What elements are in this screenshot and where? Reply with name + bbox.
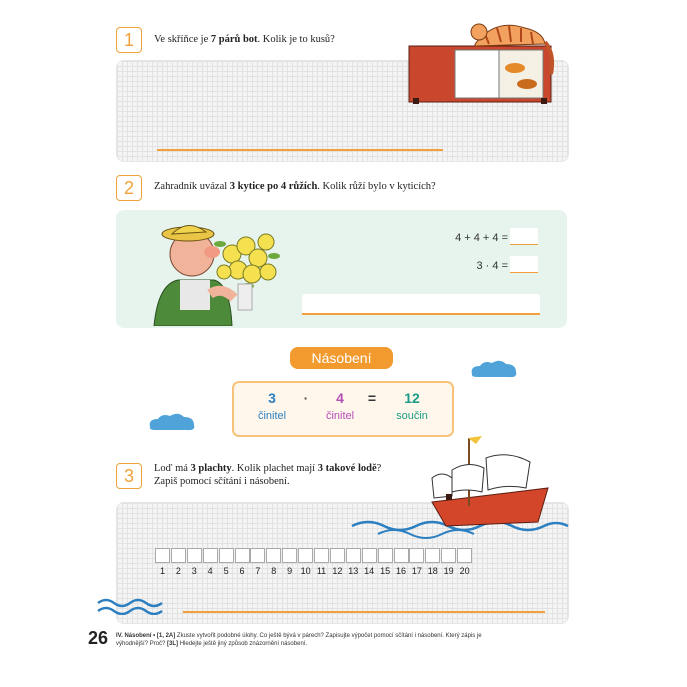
ruler-cell[interactable] [378, 548, 393, 563]
ship-illustration [348, 430, 570, 542]
ruler-number: 12 [332, 566, 343, 576]
ruler-number: 17 [411, 566, 422, 576]
ruler-number: 20 [459, 566, 470, 576]
task-3-text-b: . Kolik plachet mají [231, 463, 318, 474]
factor-2-value: 4 [336, 390, 344, 406]
ruler-number: 10 [300, 566, 311, 576]
ruler-cell[interactable] [250, 548, 265, 563]
ruler-number: 13 [348, 566, 359, 576]
multiplication-dot: · [303, 390, 309, 406]
footnote-codes: • [1, 2A] [151, 633, 177, 639]
task-1-text [154, 33, 335, 46]
product-value: 12 [404, 390, 420, 406]
ruler-number: 16 [395, 566, 406, 576]
ruler-number: 4 [207, 566, 213, 576]
task-1-number: 1 [116, 27, 142, 53]
ruler-number: 8 [271, 566, 277, 576]
task-1-text-bold: 7 párů bot [210, 34, 258, 45]
task-3-answer-line[interactable] [183, 611, 545, 613]
ruler-cell[interactable] [235, 548, 250, 563]
ruler-cell[interactable] [457, 548, 472, 563]
task-3-text-bold-1: 3 plachty [190, 463, 232, 474]
ruler-cell[interactable] [203, 548, 218, 563]
footnote-line-1: Zkuste vytvořit podobné úlohy. Co ještě bývá v párech? Zapisujte výpočet pomocí sčítání i násobení. Který zápis je [176, 633, 482, 639]
page-number: 26 [88, 628, 109, 648]
factor-2-label: činitel [325, 410, 355, 422]
ruler-cell[interactable] [219, 548, 234, 563]
factor-1-value: 3 [268, 390, 276, 406]
wave-icon [96, 597, 168, 615]
task-3-text-line-2: Zapiš pomocí sčítání i násobení. [154, 476, 290, 487]
ruler-cell[interactable] [394, 548, 409, 563]
ruler-cell[interactable] [409, 548, 424, 563]
footnote [116, 632, 566, 648]
ruler-number: 2 [175, 566, 181, 576]
task-1-text-b: . Kolik je to kusů? [257, 34, 335, 45]
task-3-text-c: ? [376, 463, 382, 474]
task-2-text-bold: 3 kytice po 4 růžích [229, 181, 318, 192]
ruler-cell[interactable] [282, 548, 297, 563]
ruler-number: 9 [287, 566, 293, 576]
product-label: součin [396, 410, 428, 422]
ruler-number: 19 [443, 566, 454, 576]
footnote-line-2-code: [3L] [167, 641, 179, 647]
ruler-cell[interactable] [441, 548, 456, 563]
task-3-number: 3 [116, 463, 142, 489]
cloud-icon [146, 411, 200, 433]
task-2-text-a: Zahradník uvázal [154, 181, 230, 192]
task-3-text-bold-2: 3 takové lodě [317, 463, 377, 474]
ruler-cell[interactable] [314, 548, 329, 563]
task-2-text-b: . Kolik růží bylo v kyticích? [317, 181, 436, 192]
ruler-number: 6 [239, 566, 245, 576]
gardener-illustration [148, 214, 283, 326]
task-2-answer-box[interactable] [302, 294, 540, 314]
ruler-number: 15 [380, 566, 391, 576]
footnote-chapter: IV. Násobení [116, 633, 152, 639]
ruler-cell[interactable] [425, 548, 440, 563]
task-1-text-a: Ve skříňce je [154, 34, 211, 45]
task-2-answer-line [302, 313, 540, 315]
multiplication-title: Násobení [290, 347, 393, 369]
task-1-answer-line[interactable] [157, 149, 443, 151]
cabinet-cat-illustration [405, 14, 560, 106]
ruler-number: 1 [159, 566, 165, 576]
ruler-cell[interactable] [362, 548, 377, 563]
ruler-cell[interactable] [330, 548, 345, 563]
ruler-number: 7 [255, 566, 261, 576]
ruler-number: 14 [364, 566, 375, 576]
task-2-blank-2[interactable] [510, 256, 538, 273]
task-2-blank-1[interactable] [510, 228, 538, 245]
ruler-number: 5 [223, 566, 229, 576]
ruler-cell[interactable] [155, 548, 170, 563]
ruler-cell[interactable] [266, 548, 281, 563]
equals-sign: = [367, 390, 377, 406]
task-2-equation-2: 3 · 4 = [476, 260, 508, 272]
ruler-cell[interactable] [171, 548, 186, 563]
ruler-number: 18 [427, 566, 438, 576]
ruler-cell[interactable] [346, 548, 361, 563]
ruler-number: 11 [316, 566, 327, 576]
cloud-icon [468, 358, 520, 380]
task-2-text [154, 180, 436, 193]
task-3-text-a: Loď má [154, 463, 191, 474]
ruler-cell[interactable] [298, 548, 313, 563]
task-2-equation-1: 4 + 4 + 4 = [455, 232, 508, 244]
task-2-number: 2 [116, 175, 142, 201]
ruler-cell[interactable] [187, 548, 202, 563]
footnote-line-2b: Hledejte ještě jiný způsob znázornění násobení. [178, 641, 308, 647]
ruler-number: 3 [191, 566, 197, 576]
factor-1-label: činitel [257, 410, 287, 422]
footnote-line-2a: výhodnější? Proč? [116, 641, 168, 647]
